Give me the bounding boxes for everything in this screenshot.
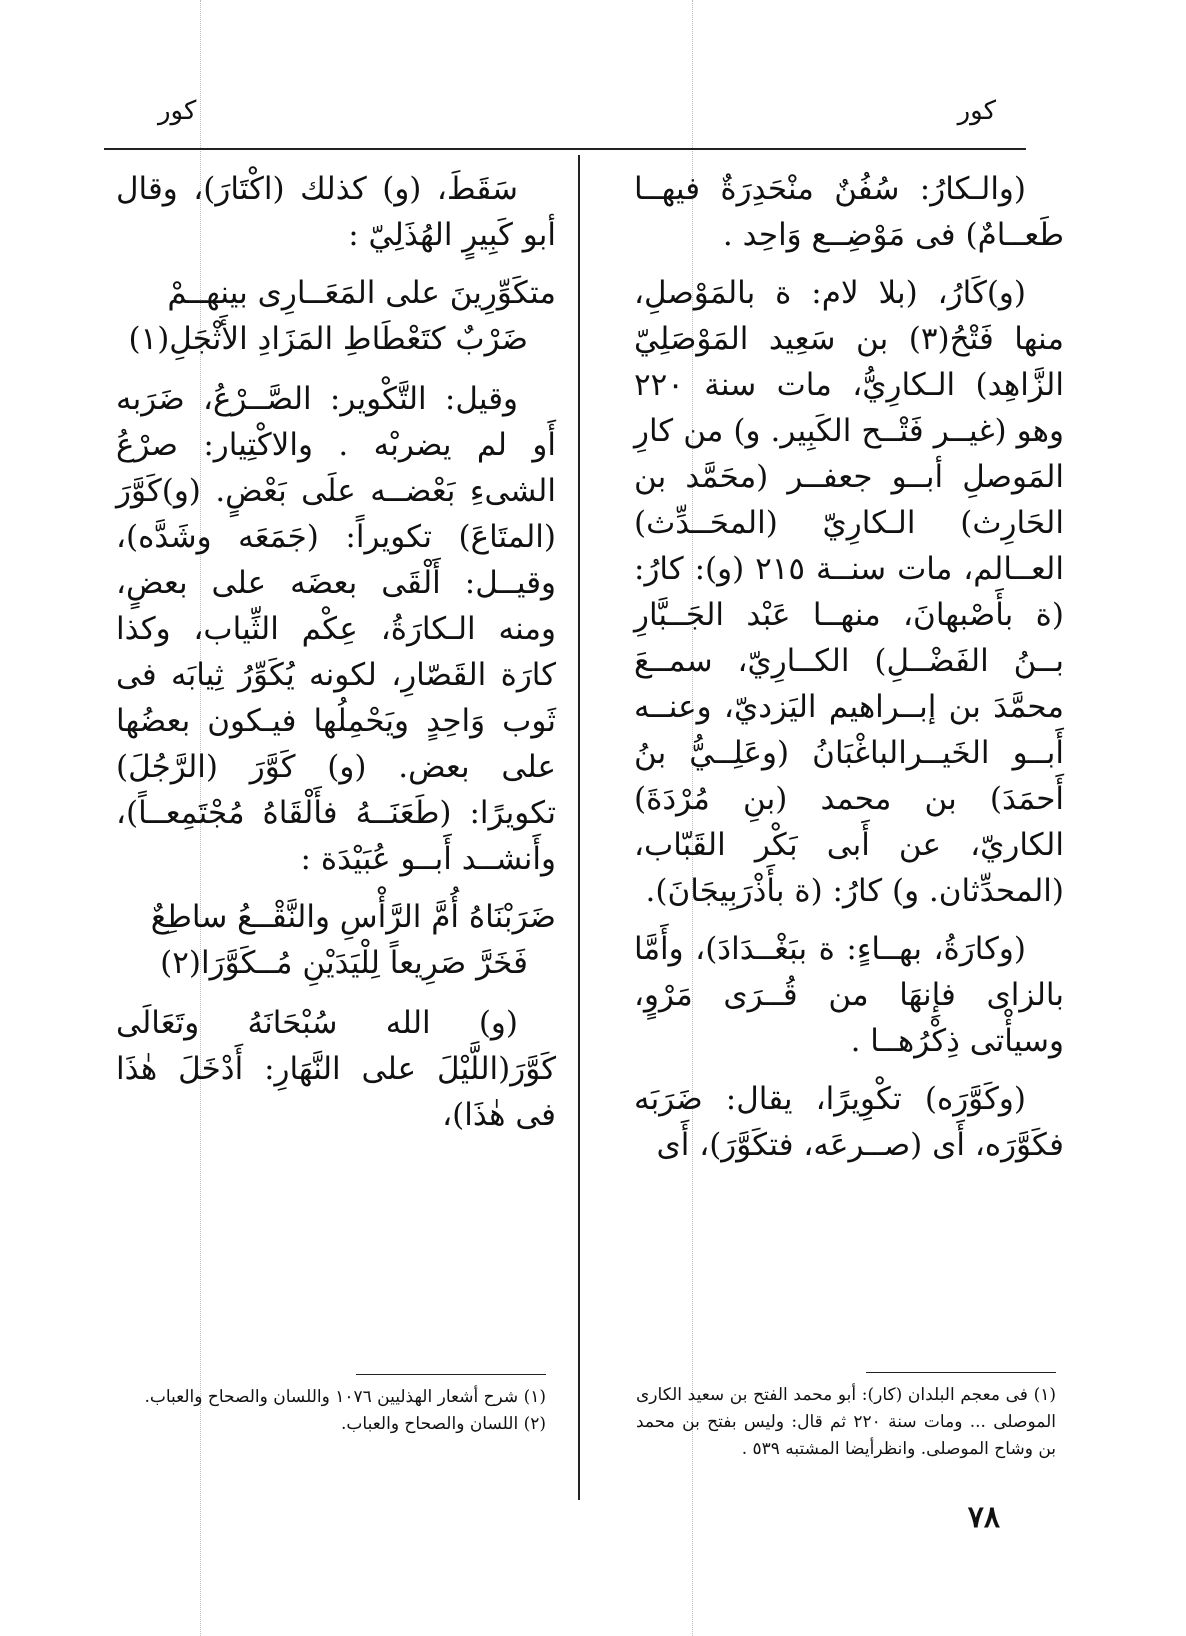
right-column [634, 166, 1064, 1180]
left-footnote-2: (٢) اللسان والصحاح والعباب. [341, 1414, 546, 1434]
left-paragraph-2: وقيل: التَّكْوير: الصَّــرْعُ، ضَرَبه أَو لم يضربْه . والاكْتِيار: صرْعُ الشىءِ بَعْضــه علَى بَعْضٍ. (و)كَوَّرَ (المتَاعَ) تكويراً: (جَمَعَه وشَدَّه)، وقيــل: أَلْقَى بعضَه على بعضٍ، ومنه الـكارَةُ، عِكْم الثِّياب، وكذا كارَة القَصّارِ، لكونه يُكَوِّرُ ثِيابَه فى ثَوب وَاحِدٍ ويَحْمِلُها فيـكون بعضُها على بعض. (و) كَوَّرَ (الرَّجُلَ) تكويرًا: (طَعَنَــهُ فأَلْقَاهُ مُجْتَمِعــاً)، وأَنشــد أَبــو عُبَيْدَة : [116, 381, 556, 877]
left-footnote-1: (١) شرح أشعار الهذليين ١٠٧٦ واللسان والصحاح والعباب. [144, 1387, 546, 1407]
verse-1 [116, 270, 556, 362]
verse-2 [116, 894, 556, 986]
right-paragraph-4: (وكَوَّرَه) تكْوِيرًا، يقال: ضَرَبَه فكَوَّرَه، أَى (صــرعَه، فتكَوَّرَ)، أَى [634, 1081, 1064, 1163]
right-footnote-1: (١) فى معجم البلدان (كار): أبو محمد الفتح بن سعيد الكارى الموصلى ... ومات سنة ٢٢٠ ثم قال: وليس بفتح بن محمد بن وشاح الموصلى. وانظرأيضا المشتبه ٥٣٩ . [636, 1385, 1057, 1459]
right-paragraph-1: (والـكارُ: سُفُنٌ منْحَدِرَةٌ فيهــا طَعــامٌ) فى مَوْضِــع وَاحِد . [634, 171, 1064, 253]
header-right-word: كور [957, 96, 996, 126]
verse-2-line-1: ضَرَبْنَاهُ أُمَّ الرَّأْسِ والنَّقْــعُ ساطِعٌ [150, 899, 556, 935]
right-footnote-rule [866, 1372, 1056, 1373]
left-paragraph-3: (و) الله سُبْحَانَهُ وتَعَالَى كَوَّرَ(اللَّيْلَ على النَّهَارِ: أَدْخَلَ هٰذَا فى هٰذَا)، [116, 1005, 556, 1133]
header-left-word: كور [158, 96, 197, 126]
page-number: ٧٨ [967, 1500, 1000, 1535]
right-paragraph-3: (وكارَةُ، بهــاءٍ: ة ببَغْــدَادَ)، وأَمَّا بالزاى فإِنهَا من قُــرَى مَرْوٍ، وسيأْتى ذِكْرُهــا . [634, 931, 1064, 1059]
left-intro: سَقَطَ، (و) كذلك (اكْتَارَ)، وقال أبو كَبِيرٍ الهُذَلِيّ : [116, 171, 556, 253]
verse-1-line-1: متكَوِّرِينَ على المَعَــارِى بينهــمْ [167, 275, 556, 311]
column-divider [578, 155, 580, 1500]
right-paragraph-2: (و)كَارُ، (بلا لام: ة بالمَوْصلِ، منها فَتْحُ(٣) بن سَعِيد المَوْصَلِيّ الزَّاهِد) الـكارِيُّ، مات سنة ٢٢٠ وهو (غيــر فَتْــح الكَبِير. و) من كارِ المَوصلِ أبــو جعفــر (محَمَّد بن الحَارِث) الـكارِيّ (المحَــدِّث) العــالم، مات سنــة ٢١٥ (و): كارُ: (ة بأَصْبهانَ، منهــا عَبْد الجَــبَّارِ بــنُ الفَضْــلِ) الكــارِيّ، سمــعَ محمَّدَ بن إبــراهيم اليَزديّ، وعنــه أَبــو الخَيــرالباغْبَانُ (وعَلِــيُّ بنُ أَحمَدَ) بن محمد (بنِ مُرْدَةَ) الكاريّ، عن أَبى بَكْر القَبّاب، (المحدِّثان. و) كارُ: (ة بأَذْرَبِيجَانَ). [634, 275, 1065, 909]
left-column [116, 166, 556, 1150]
verse-1-line-2: ضَرْبٌ كتَعْطَاطِ المَزَادِ الأَثْجَلِ(١) [128, 321, 528, 357]
right-footnotes [636, 1382, 1056, 1463]
left-footnotes [116, 1384, 546, 1438]
header-rule [104, 148, 1026, 150]
left-footnote-rule [356, 1374, 546, 1375]
verse-2-line-2: فَخَرَّ صَرِيعاً لِلْيَدَيْنِ مُــكَوَّرَا(٢) [160, 945, 528, 981]
